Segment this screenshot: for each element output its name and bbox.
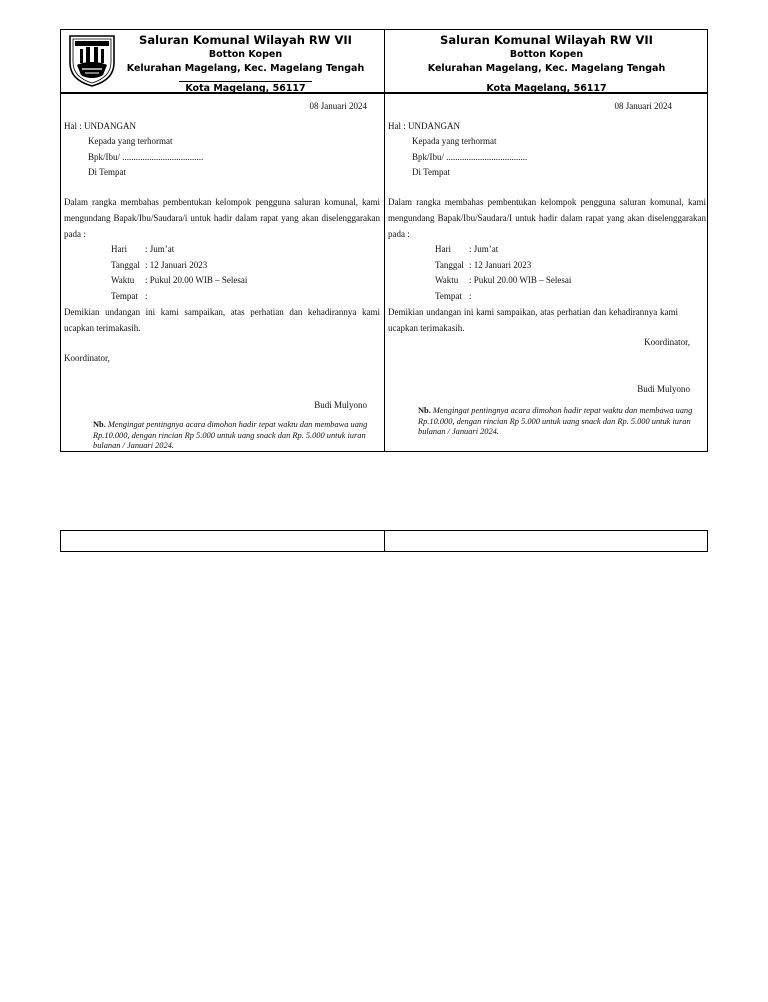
invitation-sheet xyxy=(60,29,708,452)
waktu-value: : Pukul 20.00 WIB – Selesai xyxy=(145,275,248,285)
hari-value: : Jum’at xyxy=(469,244,499,254)
detail-tempat xyxy=(111,291,148,301)
empty-table-row xyxy=(60,530,708,552)
note-text: Mengingat pentingnya acara dimohon hadir tepat waktu dan membawa uang Rp.10.000, dengan rincian Rp 5.000 untuk uang snack dan Rp. 5.000 untuk iuran bulanan / Januari 2024. xyxy=(93,420,368,451)
recipient-greeting: Kepada yang terhormat xyxy=(412,136,497,146)
kota-magelang-logo xyxy=(67,33,117,87)
detail-tempat xyxy=(435,291,472,301)
recipient-greeting: Kepada yang terhormat xyxy=(88,136,173,146)
closing-paragraph: Demikian undangan ini kami sampaikan, atas perhatian dan kehadirannya kami ucapkan terimakasih. xyxy=(64,307,380,333)
detail-tanggal xyxy=(435,260,531,270)
tanggal-label: Tanggal xyxy=(435,260,464,270)
tanggal-value: : 12 Januari 2023 xyxy=(145,260,208,270)
empty-table-divider xyxy=(384,531,385,551)
tempat-label: Tempat xyxy=(435,291,462,301)
letter-date: 08 Januari 2024 xyxy=(309,101,367,111)
tempat-value: : xyxy=(469,291,472,301)
invitation-right xyxy=(385,30,708,451)
letterhead-line-3: Kota Magelang, 56117 xyxy=(179,81,311,96)
note-block xyxy=(418,406,696,438)
note-label: Nb. xyxy=(418,406,431,415)
letterhead-line-2: Kelurahan Magelang, Kec. Magelang Tengah xyxy=(126,63,365,74)
hari-label: Hari xyxy=(111,244,127,254)
tempat-label: Tempat xyxy=(111,291,138,301)
recipient-name: Bpk/Ibu/ .................................... xyxy=(88,152,204,162)
note-text: Mengingat pentingnya acara dimohon hadir tepat waktu dan membawa uang Rp.10.000, dengan rincian Rp 5.000 untuk uang snack dan Rp. 5.000 untuk iuran bulanan / Januari 2024. xyxy=(418,406,693,437)
tanggal-value: : 12 Januari 2023 xyxy=(469,260,532,270)
tanggal-label: Tanggal xyxy=(111,260,140,270)
waktu-value: : Pukul 20.00 WIB – Selesai xyxy=(469,275,572,285)
body-paragraph: Dalam rangka membahas pembentukan kelompok pengguna saluran komunal, kami mengundang Bapak/Ibu/Saudara/i untuk hadir dalam rapat yang akan diselenggarakan pada : xyxy=(64,197,380,239)
hari-label: Hari xyxy=(435,244,451,254)
body-paragraph: Dalam rangka membahas pembentukan kelompok pengguna saluran komunal, kami mengundang Bapak/Ibu/Saudara/I untuk hadir dalam rapat yang akan diselenggarakan pada : xyxy=(388,197,706,239)
detail-waktu xyxy=(435,275,571,285)
letter-date: 08 Januari 2024 xyxy=(614,101,672,111)
letterhead-title: Saluran Komunal Wilayah RW VII xyxy=(139,33,352,47)
letterhead-text xyxy=(113,33,378,96)
coordinator-label: Koordinator, xyxy=(644,337,690,347)
letterhead-title: Saluran Komunal Wilayah RW VII xyxy=(440,33,653,47)
recipient-name: Bpk/Ibu/ .................................... xyxy=(412,152,528,162)
detail-hari xyxy=(111,244,174,254)
letterhead-line-2: Kelurahan Magelang, Kec. Magelang Tengah xyxy=(427,63,666,74)
note-label: Nb. xyxy=(93,420,106,429)
recipient-place: Di Tempat xyxy=(88,167,126,177)
detail-hari xyxy=(435,244,498,254)
letterhead xyxy=(385,30,708,92)
coordinator-label: Koordinator, xyxy=(64,353,110,363)
closing-paragraph: Demikian undangan ini kami sampaikan, atas perhatian dan kehadirannya kami ucapkan terimakasih. xyxy=(388,307,678,333)
waktu-label: Waktu xyxy=(111,275,135,285)
waktu-label: Waktu xyxy=(435,275,459,285)
letterhead-line-1: Botton Kopen xyxy=(208,49,283,60)
invitation-left xyxy=(61,30,384,451)
letterhead-line-3: Kota Magelang, 56117 xyxy=(486,83,607,94)
note-block xyxy=(93,420,371,452)
signer-name: Budi Mulyono xyxy=(314,400,367,410)
letterhead xyxy=(61,30,384,92)
recipient-place: Di Tempat xyxy=(412,167,450,177)
signer-name: Budi Mulyono xyxy=(637,384,690,394)
detail-waktu xyxy=(111,275,247,285)
hari-value: : Jum’at xyxy=(145,244,175,254)
letterhead-line-1: Botton Kopen xyxy=(509,49,584,60)
subject-line: Hal : UNDANGAN xyxy=(388,121,460,131)
letterhead-text xyxy=(385,33,708,96)
subject-line: Hal : UNDANGAN xyxy=(64,121,136,131)
tempat-value: : xyxy=(145,291,148,301)
detail-tanggal xyxy=(111,260,207,270)
